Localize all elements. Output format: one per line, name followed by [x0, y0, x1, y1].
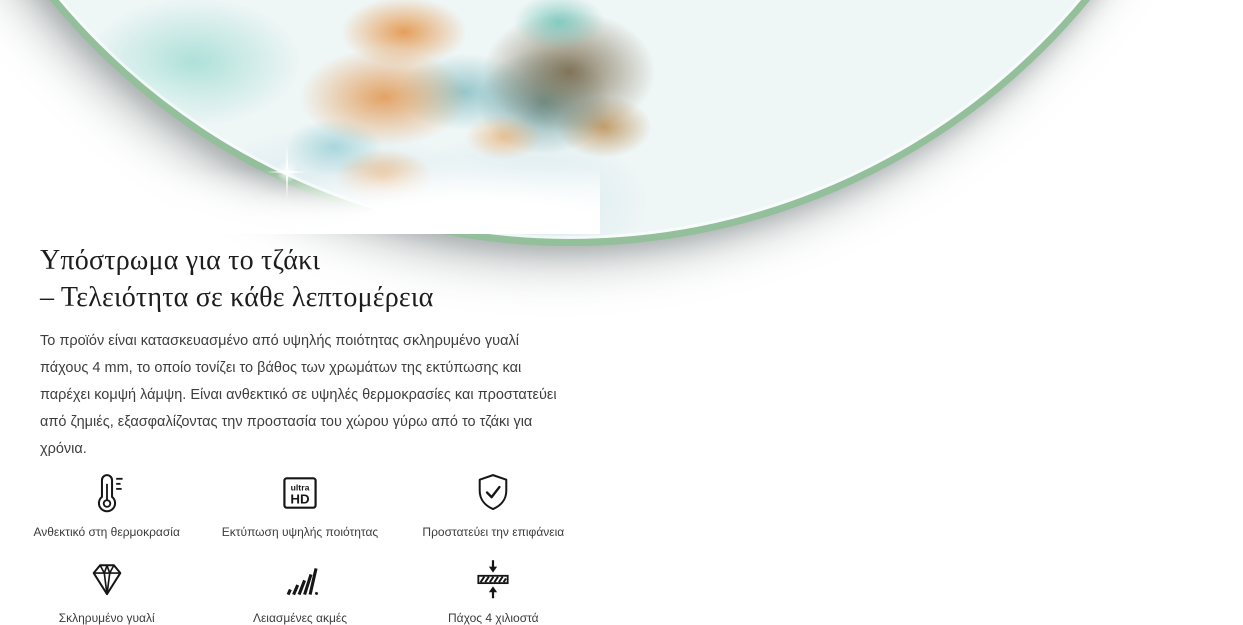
ultra-hd-badge-top: ultra [290, 482, 310, 493]
feature-heat-resistant [10, 469, 203, 539]
diamond-icon [85, 555, 129, 603]
ultra-hd-icon [278, 469, 322, 517]
thickness-icon [471, 555, 515, 603]
feature-surface-protection [397, 469, 590, 539]
product-photo [0, 0, 600, 234]
product-description-text: Το προϊόν είναι κατασκευασμένο από υψηλής ποιότητας σκληρυμένο γυαλί πάχους 4 mm, το οποίο τονίζει το βάθος των χρωμάτων της εκτύπωσης και παρέχει κομψή λάμψη. Είναι ανθεκτικό σε υψηλές θερμοκρασίες και προστατεύει από ζημιές, εξασφαλίζοντας την προστασία του χώρου γύρω από το τζάκι για χρόνια. [40, 333, 557, 457]
glass-panel-image [0, 0, 1243, 246]
feature-label: Εκτύπωση υψηλής ποιότητας [221, 525, 379, 539]
feature-label: Προστατεύει την επιφάνεια [422, 525, 565, 539]
feature-label: Ανθεκτικό στη θερμοκρασία [33, 525, 180, 539]
shield-check-icon [471, 469, 515, 517]
feature-tempered-glass [10, 555, 203, 625]
feature-print-quality [203, 469, 396, 539]
feature-thickness [397, 555, 590, 625]
page-title-line2: – Τελειότητα σε κάθε λεπτομέρεια [40, 282, 434, 313]
thermometer-icon [85, 469, 129, 517]
text-content [0, 242, 600, 463]
polished-edges-icon [278, 555, 322, 603]
feature-label: Σκληρυμένο γυαλί [58, 611, 155, 625]
feature-grid [10, 469, 590, 625]
feature-polished-edges [203, 555, 396, 625]
ultra-hd-badge-bottom: HD [290, 491, 310, 507]
product-description-section [0, 0, 600, 625]
page-title [40, 242, 560, 316]
page-title-line1: Υπόστρωμα για το τζάκι [40, 245, 321, 276]
feature-label: Λειασμένες ακμές [252, 611, 348, 625]
feature-label: Πάχος 4 χιλιοστά [448, 611, 539, 625]
sparkle-glow [276, 161, 298, 183]
